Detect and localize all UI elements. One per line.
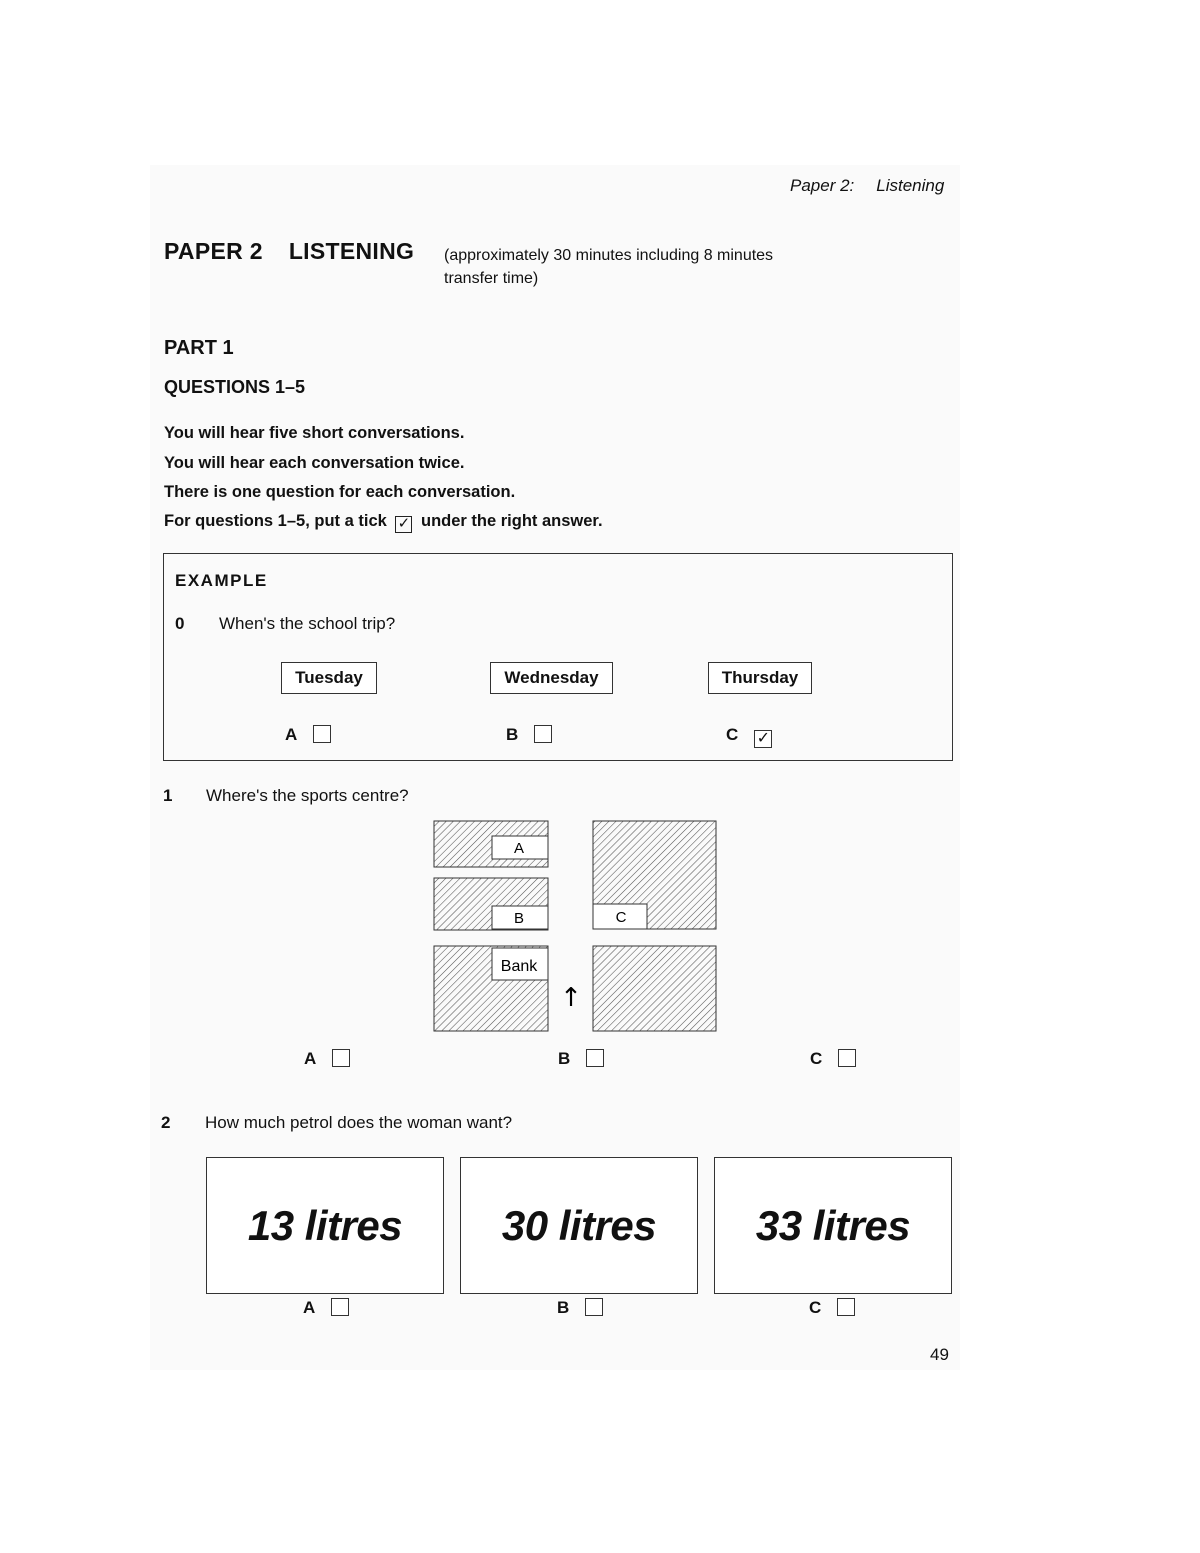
checkbox[interactable] <box>313 725 331 743</box>
question-1-text: Where's the sports centre? <box>206 786 409 805</box>
map-label-b: B <box>513 910 525 927</box>
example-option-b-label: Wednesday <box>490 662 613 694</box>
option-letter: B <box>506 725 519 744</box>
litre-amount-a: 13 litres <box>247 1201 403 1249</box>
tick-icon: ✓ <box>395 516 412 533</box>
example-box <box>163 553 953 761</box>
question-2-option-c[interactable] <box>809 1298 855 1318</box>
option-letter: A <box>303 1298 316 1317</box>
question-2-option-b-card <box>460 1157 698 1294</box>
option-letter: A <box>304 1049 317 1068</box>
running-head-paper: Paper 2: <box>790 176 855 195</box>
question-1-number: 1 <box>163 786 173 805</box>
time-note-line-2: transfer time) <box>444 270 539 287</box>
checkbox[interactable] <box>331 1298 349 1316</box>
time-note-line-1: (approximately 30 minutes including 8 minutes <box>444 247 774 264</box>
example-label: EXAMPLE <box>175 571 268 590</box>
paper-title <box>164 238 414 265</box>
instruction-line-4-end: under the right answer. <box>421 512 603 530</box>
question-2-number: 2 <box>161 1113 171 1132</box>
map-label-bank: Bank <box>500 958 538 975</box>
example-question: When's the school trip? <box>219 614 396 633</box>
instruction-line-2: You will hear each conversation twice. <box>164 454 465 472</box>
map-label-c: C <box>615 909 627 926</box>
question-1-option-a[interactable] <box>304 1049 350 1069</box>
question-2-option-a-card <box>206 1157 444 1294</box>
litre-amount-b: 30 litres <box>501 1201 657 1249</box>
page-number: 49 <box>930 1345 949 1364</box>
question-2-option-a[interactable] <box>303 1298 349 1318</box>
example-number: 0 <box>175 614 185 633</box>
example-option-a-label: Tuesday <box>281 662 377 694</box>
instruction-line-3: There is one question for each conversation. <box>164 483 516 501</box>
example-option-a[interactable] <box>285 725 331 745</box>
checkbox[interactable] <box>586 1049 604 1067</box>
direction-arrow-icon: ↑ <box>560 983 582 1013</box>
option-letter: B <box>558 1049 571 1068</box>
part-heading: PART 1 <box>164 337 234 359</box>
example-option-b[interactable] <box>506 725 552 745</box>
checkbox[interactable] <box>534 725 552 743</box>
example-option-c[interactable] <box>726 725 772 748</box>
paper-title-number: PAPER 2 <box>164 238 263 264</box>
question-1-option-c[interactable] <box>810 1049 856 1069</box>
litre-amount-c: 33 litres <box>755 1201 911 1249</box>
checkbox[interactable] <box>837 1298 855 1316</box>
running-head-section: Listening <box>876 176 945 195</box>
street-map <box>433 820 717 1032</box>
building-block <box>593 946 716 1031</box>
question-1-option-b[interactable] <box>558 1049 604 1069</box>
example-option-c-label: Thursday <box>708 662 812 694</box>
option-letter: B <box>557 1298 570 1317</box>
option-letter: A <box>285 725 298 744</box>
instruction-line-4-start: For questions 1–5, put a tick <box>164 512 387 530</box>
option-letter: C <box>809 1298 822 1317</box>
running-head <box>790 176 944 196</box>
questions-heading: QUESTIONS 1–5 <box>164 377 306 397</box>
checkbox[interactable] <box>585 1298 603 1316</box>
option-letter: C <box>810 1049 823 1068</box>
map-label-a: A <box>513 840 525 857</box>
question-2-option-c-card <box>714 1157 952 1294</box>
checkbox-ticked[interactable]: ✓ <box>754 730 772 748</box>
paper-title-section: LISTENING <box>288 238 415 264</box>
option-letter: C <box>726 725 739 744</box>
checkbox[interactable] <box>838 1049 856 1067</box>
question-2-option-b[interactable] <box>557 1298 603 1318</box>
question-2-text: How much petrol does the woman want? <box>205 1113 513 1132</box>
instruction-line-4 <box>164 512 603 533</box>
checkbox[interactable] <box>332 1049 350 1067</box>
instruction-line-1: You will hear five short conversations. <box>164 424 465 442</box>
paper-time-note <box>444 244 844 290</box>
